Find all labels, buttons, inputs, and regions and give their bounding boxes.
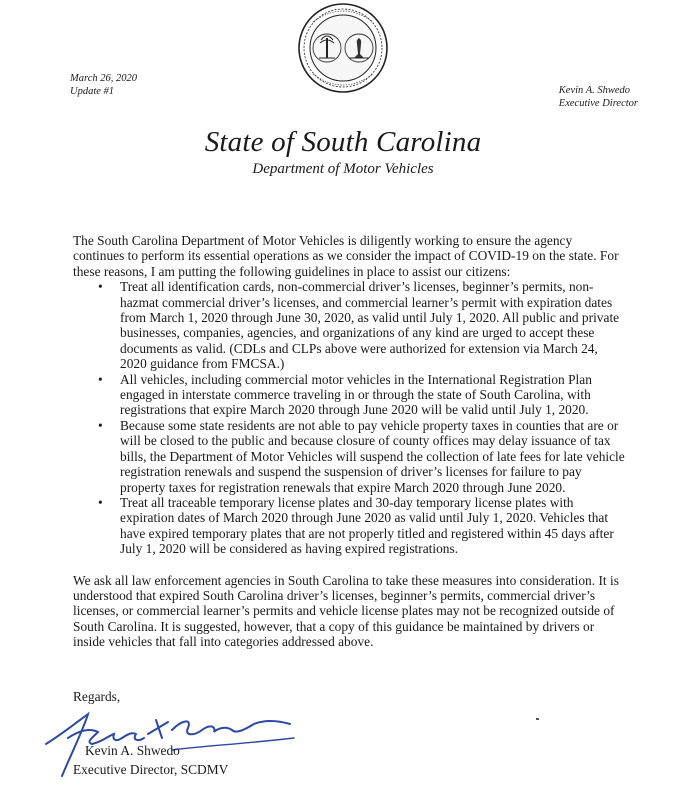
signatory-title: Executive Director, SCDMV — [73, 762, 229, 777]
update-number: Update #1 — [70, 86, 115, 97]
closing-paragraph: We ask all law enforcement agencies in South Carolina to take these measures into consideration. It is understood that expired South Carolina driver’s licenses, beginner’s permits, commercial driver’s licenses, or commercial learner’s permits and vehicle license plates may not be recognized outside of South Carolina. It is suggested, however, that a copy of this guidance be maintained by drivers or inside vehicles that fall into categories addressed above. — [73, 572, 619, 650]
header-right — [559, 84, 638, 110]
guideline-item: • Treat all traceable temporary license plates and 30-day temporary license plates with expiration dates of March 2020 through June 2020 as valid until July 1, 2020. Vehicles that have expired temporary plates that are not properly titled and registered within 45 days after July 1, 2020 will be considered as having expired registrations. — [73, 495, 625, 557]
regards-text: Regards, — [73, 689, 121, 704]
header-left — [70, 72, 137, 98]
guideline-item: • Because some state residents are not able to pay vehicle property taxes in counties that are or will be closed to the public and because closure of county offices may delay issuance of tax bills, the Department of Motor Vehicles will suspend the collection of late fees for late vehicle registration renewals and suspend the suspension of driver’s licenses for failure to pay property taxes for registration renewals that expire March 2020 through June 2020. — [73, 418, 625, 495]
intro-paragraph: The South Carolina Department of Motor Vehicles is diligently working to ensure the agency continues to perform its essential operations as we consider the impact of COVID-19 on the state. For these reasons, I am putting the following guidelines in place to assist our citizens: — [73, 233, 619, 279]
director-name: Kevin A. Shwedo — [558, 85, 631, 96]
guideline-item: • Treat all identification cards, non-commercial driver’s licenses, beginner’s permits, non-hazmat commercial driver’s licenses, and commercial learner’s permit with expiration dates from March 1, 2020 through June 30, 2020, as valid until July 1, 2020. All public and private businesses, companies, agencies, and organizations of any kind are urged to accept these documents as valid. (CDLs and CLPs above were authorized for extension via March 24, 2020 guidance from FMCSA.) — [73, 279, 625, 371]
letter-date: March 26, 2020 — [70, 73, 137, 84]
state-seal-icon — [297, 2, 389, 94]
guidelines-list — [73, 279, 625, 556]
director-title: Executive Director — [558, 98, 638, 109]
letterhead-subtitle: Department of Motor Vehicles — [252, 161, 434, 177]
signatory-name: Kevin A. Shwedo — [85, 743, 180, 758]
scan-speck — [536, 718, 539, 720]
letterhead-title: State of South Carolina — [204, 126, 482, 158]
guideline-item: • All vehicles, including commercial motor vehicles in the International Registration Plan engaged in interstate commerce traveling in or through the state of South Carolina, with registrations that expire March 2020 through June 2020 will be valid until July 1, 2020. — [73, 372, 625, 418]
letter-body — [73, 233, 625, 650]
